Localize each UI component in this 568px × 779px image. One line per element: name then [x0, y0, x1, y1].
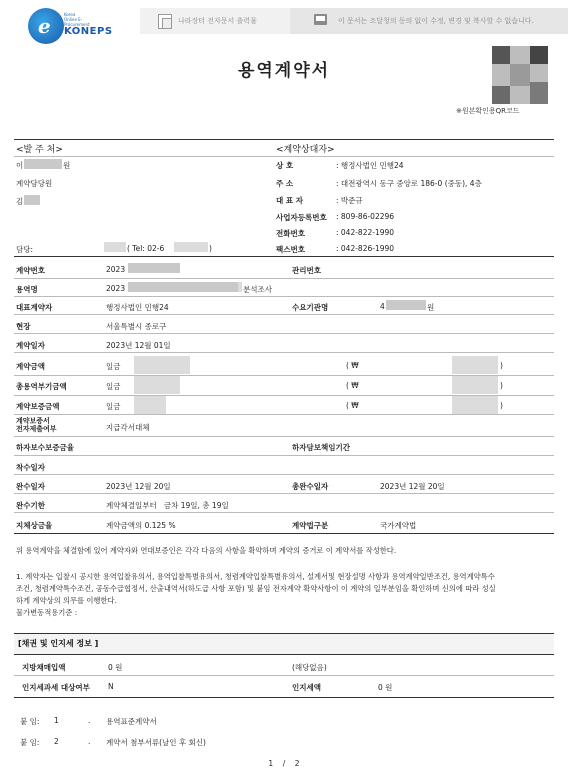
demand-agency-suffix: 원	[427, 303, 435, 312]
printer-icon	[314, 14, 327, 25]
field-label: 계약금액	[16, 362, 45, 371]
qr-block	[492, 46, 510, 64]
rep-contractor: 행정사법인 민행24	[106, 303, 169, 312]
divider	[14, 512, 554, 513]
field-label: 완수일자	[16, 482, 45, 491]
bond-label: 인지세과세 대상여부	[22, 683, 90, 692]
qr-block	[492, 86, 510, 104]
divider	[14, 474, 554, 475]
contractor-heading: <계약상대자>	[276, 145, 335, 155]
document-copy-icon	[158, 14, 172, 29]
person-prefix: 김	[16, 197, 24, 206]
field-label: 계약번호	[16, 266, 45, 275]
qr-block	[530, 46, 548, 64]
divider	[14, 296, 554, 297]
divider	[14, 436, 554, 437]
contract-no: 2023	[106, 265, 126, 274]
document-title: 용역계약서	[237, 61, 331, 81]
bond-label-2: 인지세액	[292, 683, 321, 692]
redacted-block	[452, 376, 498, 394]
bond-section-heading: [채권 및 인지세 정보 ]	[18, 639, 99, 648]
divider	[14, 352, 554, 353]
bond-label: 지방채매입액	[22, 663, 66, 672]
field-label: 용역명	[16, 285, 38, 294]
delay-rate: 계약금액의 0.125 %	[106, 521, 176, 530]
field-label: 계약보증금액	[16, 402, 60, 411]
field-label: 현장	[16, 322, 31, 331]
field-label: 총용역부기금액	[16, 382, 67, 391]
field-label: 총완수일자	[292, 482, 329, 491]
qr-label: ※원본확인용QR코드	[456, 107, 520, 115]
divider	[14, 156, 554, 157]
page-number: 1 / 2	[268, 759, 300, 768]
orderer-heading: <발 주 처>	[16, 145, 63, 155]
won-close: )	[500, 401, 503, 410]
divider	[14, 139, 554, 140]
field-label: 지체상금율	[16, 521, 53, 530]
contract-date: 2023년 12월 01일	[106, 341, 171, 350]
contractor-label: 사업자등록번호	[276, 213, 327, 222]
logo-subtitle: Korea Online E- Procurement	[64, 12, 90, 27]
redacted-block	[134, 356, 190, 374]
divider	[14, 278, 554, 279]
contractor-label: 상 호	[276, 161, 294, 170]
attachment-dot: .	[88, 737, 91, 746]
field-label: 관리번호	[292, 266, 321, 275]
field-label: 계약법구분	[292, 521, 329, 530]
clause-1-line: 하게 계약상의 의무를 이행한다.	[16, 596, 117, 605]
field-label: 수요기관명	[292, 303, 329, 312]
contractor-value: : 042-826-1990	[336, 244, 395, 253]
koneps-logo-mark: e	[38, 14, 51, 38]
attachment-label: 붙 임:	[20, 738, 40, 747]
complete-date: 2023년 12월 20일	[106, 482, 171, 491]
redacted-block	[24, 159, 62, 169]
clause-1-line: 1. 계약자는 입찰시 공시한 용역입찰유의서, 용역입찰특별유의서, 청렴계약입찰특별유의서, 설계서및 현장설명 사항과 용역계약일반조건, 용역계약특수	[16, 572, 495, 581]
field-label: 하자담보책임기간	[292, 443, 350, 452]
attachment-dot: .	[88, 716, 91, 725]
orderer-name-prefix: 이	[16, 161, 24, 170]
bond-prefix: 일금	[106, 402, 121, 411]
redacted-block	[452, 356, 498, 374]
redacted-block	[174, 242, 208, 252]
won-close: )	[500, 381, 503, 390]
contractor-label: 대 표 자	[276, 196, 303, 205]
divider	[14, 675, 554, 676]
attachment-text: 용역표준계약서	[106, 717, 157, 726]
agreement-paragraph: 위 용역계약을 체결함에 있어 계약자와 연대보증인은 각각 다음의 사항을 확약하며 계약의 증거로 이 계약서를 작성한다.	[16, 546, 397, 555]
redacted-block	[238, 282, 242, 292]
bond-value: 0 원	[108, 663, 123, 672]
divider	[14, 414, 554, 415]
qr-block	[530, 82, 548, 104]
manager-label: 담당:	[16, 245, 34, 254]
demand-agency-prefix: 4	[380, 302, 385, 311]
redacted-block	[134, 396, 166, 414]
bond-value-2: 0 원	[378, 683, 393, 692]
tel-prefix: ( Tel: 02-6	[127, 244, 165, 253]
deadline: 계약체결일부터 금차 19일, 총 19일	[106, 501, 229, 510]
divider	[14, 314, 554, 315]
price-change-label: 물가변동적용기준 :	[16, 608, 78, 617]
bond-label-2: (해당없음)	[292, 663, 327, 672]
attachment-num: 1	[54, 716, 59, 725]
redacted-block	[24, 195, 40, 205]
won-open: ( ₩	[346, 361, 359, 370]
contractor-value: : 대전광역시 동구 중앙로 186-0 (중동), 4층	[336, 179, 482, 188]
field-label: 계약보증서 전자제출여부	[16, 417, 57, 433]
total-complete-date: 2023년 12월 20일	[380, 482, 445, 491]
field-label: 하자보수보증금율	[16, 443, 74, 452]
divider	[14, 455, 554, 456]
amount-prefix: 일금	[106, 362, 121, 371]
divider	[14, 256, 554, 257]
warning-note: 이 문서는 조달청의 동의 없이 수정, 변경 및 복사할 수 없습니다.	[338, 17, 534, 25]
logo-name: KONEPS	[64, 26, 113, 37]
contractor-value: : 042-822-1990	[336, 228, 395, 237]
redacted-block	[104, 242, 126, 252]
field-label: 계약일자	[16, 341, 45, 350]
redacted-block	[128, 282, 238, 292]
field-label: 착수일자	[16, 463, 45, 472]
contract-method: 국가계약법	[380, 521, 417, 530]
attachment-text: 계약서 첨부서류(날인 후 회신)	[106, 738, 206, 747]
contractor-value: : 박준규	[336, 196, 363, 205]
divider	[14, 333, 554, 334]
field-label: 완수기한	[16, 501, 45, 510]
redacted-block	[386, 300, 426, 310]
print-note: 나라장터 전자문서 출력물	[178, 17, 257, 25]
site: 서울특별시 종로구	[106, 322, 167, 331]
tel-close: )	[209, 244, 212, 253]
attachment-num: 2	[54, 737, 59, 746]
redacted-block	[128, 263, 180, 273]
redacted-block	[452, 396, 498, 414]
service-name-prefix: 2023	[106, 284, 126, 293]
ebond: 지급각서대체	[106, 423, 150, 432]
contractor-value: : 행정사법인 민행24	[336, 161, 404, 170]
divider	[14, 533, 554, 534]
won-open: ( ₩	[346, 381, 359, 390]
total-prefix: 일금	[106, 382, 121, 391]
bond-value: N	[108, 682, 114, 691]
service-name-suffix: 분석조사	[243, 285, 272, 294]
contractor-label: 주 소	[276, 179, 294, 188]
contact-label: 계약담당원	[16, 179, 53, 188]
contractor-label: 전화번호	[276, 229, 305, 238]
orderer-name-suffix: 원	[63, 161, 71, 170]
attachment-label: 붙 임:	[20, 717, 40, 726]
divider	[14, 697, 554, 698]
qr-block	[510, 64, 530, 86]
won-close: )	[500, 361, 503, 370]
redacted-block	[134, 376, 180, 394]
won-open: ( ₩	[346, 401, 359, 410]
clause-1-line: 조건, 청렴계약특수조건, 공동수급협정서, 산출내역서(하도급 사항 포함) 및 붙임 전자계약 확약사항이 이 계약의 일부분임을 확인하며 신의에 따라 성실	[16, 584, 496, 593]
field-label: 대표계약자	[16, 303, 53, 312]
contractor-label: 팩스번호	[276, 245, 305, 254]
contractor-value: : 809-86-02296	[336, 212, 395, 221]
divider	[14, 493, 554, 494]
